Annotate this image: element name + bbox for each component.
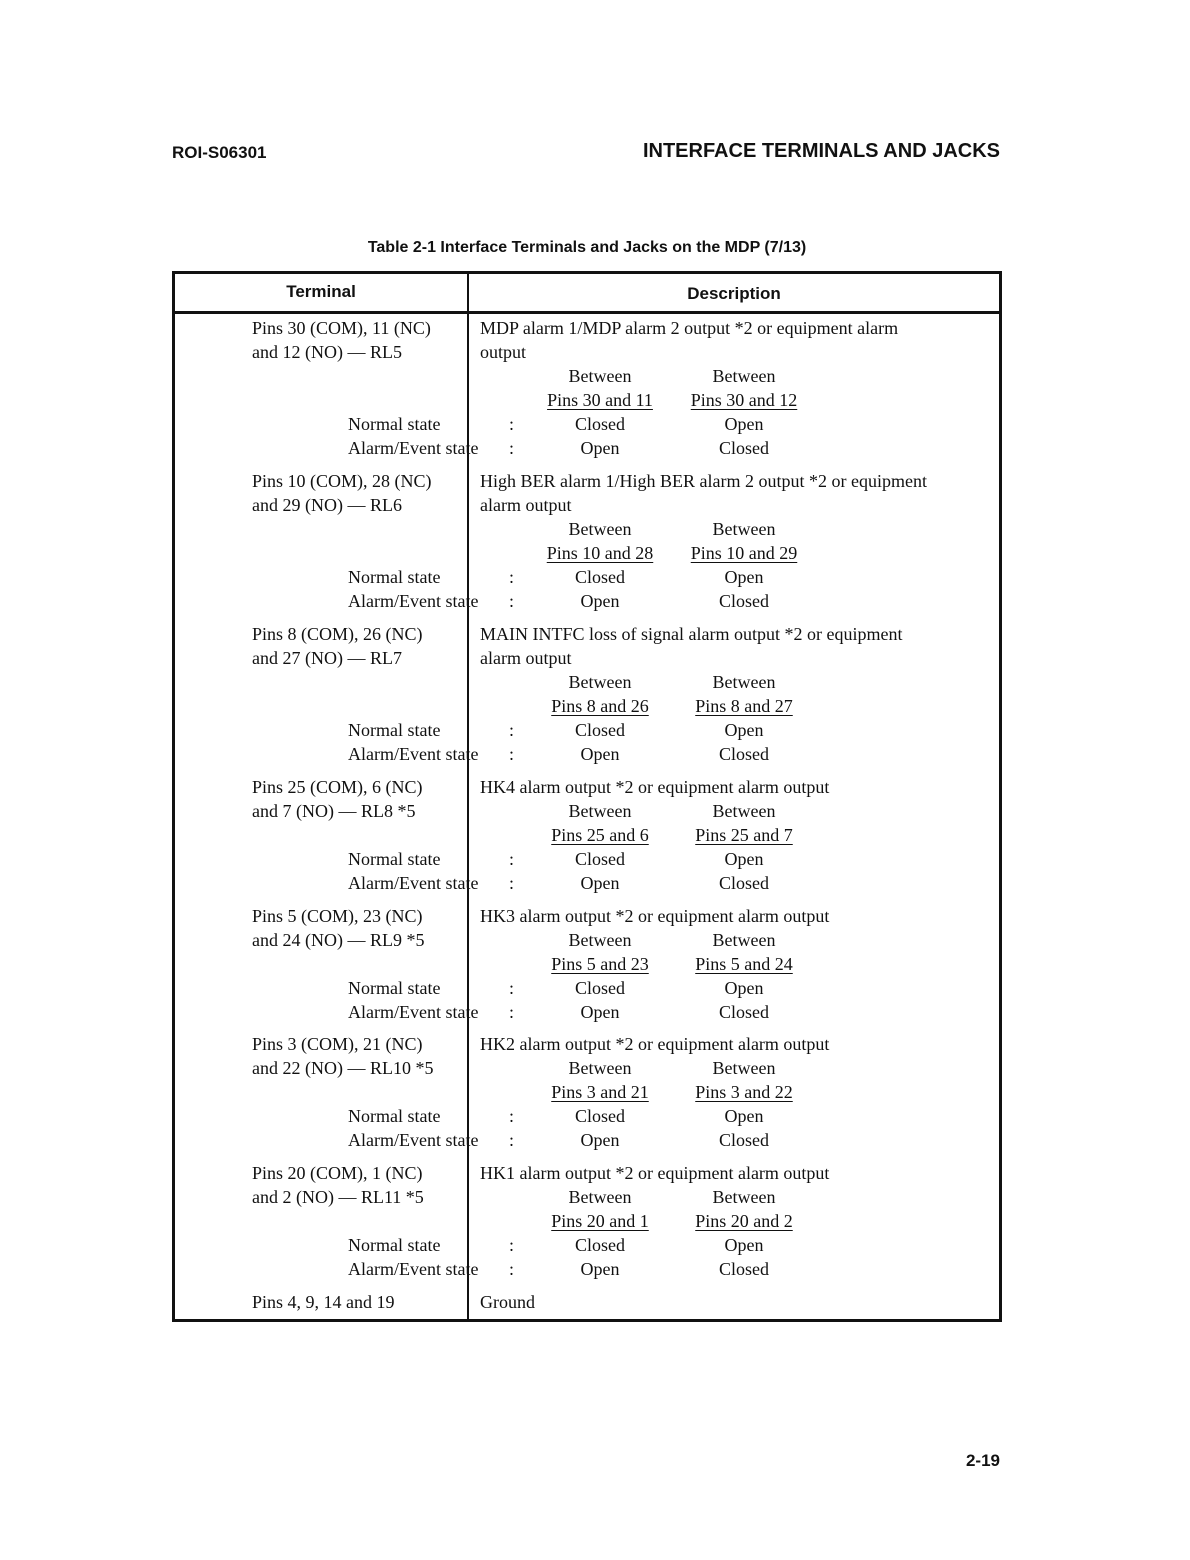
column-header-terminal: Terminal	[286, 282, 356, 301]
header-rule	[175, 311, 999, 314]
normal-state-label: Normal state	[348, 978, 441, 998]
description-line: MAIN INTFC loss of signal alarm output *2 or equipment	[480, 624, 903, 644]
pin-pair-b: Pins 10 and 29	[690, 543, 798, 563]
pin-pair-a: Pins 10 and 28	[546, 543, 654, 563]
colon: :	[509, 438, 515, 458]
section-title: INTERFACE TERMINALS AND JACKS	[642, 140, 1000, 162]
alarm-state-a: Open	[580, 744, 620, 764]
colon: :	[509, 414, 515, 434]
description-line: output	[480, 342, 527, 362]
document-id: ROI-S06301	[172, 143, 267, 162]
terminal-pins: Pins 3 (COM), 21 (NC)	[252, 1034, 423, 1054]
description-text	[480, 469, 980, 517]
pin-pair-b: Pins 3 and 22	[695, 1082, 793, 1102]
terminal-pins: Pins 8 (COM), 26 (NC)	[252, 624, 423, 644]
colon: :	[509, 1106, 515, 1126]
alarm-state-label: Alarm/Event state	[348, 873, 479, 893]
between-label: Between	[568, 1058, 632, 1078]
normal-state-b: Open	[724, 849, 764, 869]
description-line: alarm output	[480, 495, 572, 515]
between-label: Between	[568, 801, 632, 821]
colon: :	[509, 744, 515, 764]
colon: :	[509, 1235, 515, 1255]
terminal-cell	[252, 622, 462, 670]
colon: :	[509, 1130, 515, 1150]
normal-state-label: Normal state	[348, 567, 441, 587]
normal-state-a: Closed	[574, 978, 625, 998]
normal-state-b: Open	[724, 567, 764, 587]
description-line: HK1 alarm output *2 or equipment alarm output	[480, 1163, 830, 1183]
description-line: MDP alarm 1/MDP alarm 2 output *2 or equipment alarm	[480, 318, 899, 338]
alarm-state-a: Open	[580, 1130, 620, 1150]
normal-state-a: Closed	[574, 1106, 625, 1126]
pin-pair-a: Pins 5 and 23	[551, 954, 649, 974]
terminal-pins: Pins 25 (COM), 6 (NC)	[252, 777, 423, 797]
alarm-state-b: Closed	[718, 438, 769, 458]
terminal-cell	[252, 775, 462, 823]
terminal-cell: Pins 4, 9, 14 and 19	[252, 1292, 395, 1312]
normal-state-a: Closed	[574, 849, 625, 869]
alarm-state-b: Closed	[718, 744, 769, 764]
description-line: HK2 alarm output *2 or equipment alarm output	[480, 1034, 830, 1054]
colon: :	[509, 849, 515, 869]
alarm-state-b: Closed	[718, 1130, 769, 1150]
alarm-state-label: Alarm/Event state	[348, 1259, 479, 1279]
terminal-cell	[252, 469, 462, 517]
alarm-state-b: Closed	[718, 1002, 769, 1022]
pin-pair-b: Pins 8 and 27	[695, 696, 793, 716]
between-label: Between	[568, 672, 632, 692]
normal-state-a: Closed	[574, 414, 625, 434]
between-label: Between	[712, 801, 776, 821]
alarm-state-label: Alarm/Event state	[348, 591, 479, 611]
between-label: Between	[568, 366, 632, 386]
between-label: Between	[568, 519, 632, 539]
table-caption: Table 2-1 Interface Terminals and Jacks on the MDP (7/13)	[367, 239, 807, 256]
pin-pair-a: Pins 25 and 6	[551, 825, 649, 845]
terminal-pins: Pins 20 (COM), 1 (NC)	[252, 1163, 423, 1183]
colon: :	[509, 1259, 515, 1279]
alarm-state-label: Alarm/Event state	[348, 1130, 479, 1150]
normal-state-label: Normal state	[348, 1235, 441, 1255]
description-line: High BER alarm 1/High BER alarm 2 output *2 or equipment	[480, 471, 927, 491]
description-line: HK4 alarm output *2 or equipment alarm output	[480, 777, 830, 797]
terminal-relay: and 12 (NO) — RL5	[252, 342, 402, 362]
normal-state-label: Normal state	[348, 1106, 441, 1126]
normal-state-b: Open	[724, 720, 764, 740]
between-label: Between	[712, 1187, 776, 1207]
pin-pair-a: Pins 3 and 21	[551, 1082, 649, 1102]
alarm-state-label: Alarm/Event state	[348, 1002, 479, 1022]
alarm-state-a: Open	[580, 438, 620, 458]
interface-table	[172, 271, 1002, 1322]
description-line: alarm output	[480, 648, 572, 668]
between-label: Between	[568, 930, 632, 950]
pin-pair-b: Pins 20 and 2	[695, 1211, 793, 1231]
alarm-state-a: Open	[580, 591, 620, 611]
alarm-state-a: Open	[580, 1002, 620, 1022]
terminal-cell	[252, 904, 462, 952]
pin-pair-a: Pins 20 and 1	[551, 1211, 649, 1231]
description-line: HK3 alarm output *2 or equipment alarm output	[480, 906, 830, 926]
alarm-state-b: Closed	[718, 1259, 769, 1279]
description-text	[480, 316, 980, 364]
normal-state-label: Normal state	[348, 414, 441, 434]
alarm-state-a: Open	[580, 1259, 620, 1279]
description-text: Ground	[480, 1292, 535, 1312]
description-text	[480, 1032, 980, 1056]
colon: :	[509, 978, 515, 998]
between-label: Between	[712, 1058, 776, 1078]
terminal-relay: and 7 (NO) — RL8 *5	[252, 801, 416, 821]
terminal-relay: and 24 (NO) — RL9 *5	[252, 930, 425, 950]
terminal-relay: and 29 (NO) — RL6	[252, 495, 402, 515]
pin-pair-b: Pins 25 and 7	[695, 825, 793, 845]
pin-pair-b: Pins 30 and 12	[690, 390, 798, 410]
between-label: Between	[568, 1187, 632, 1207]
terminal-cell	[252, 1161, 462, 1209]
normal-state-b: Open	[724, 978, 764, 998]
alarm-state-a: Open	[580, 873, 620, 893]
alarm-state-label: Alarm/Event state	[348, 438, 479, 458]
terminal-pins: Pins 5 (COM), 23 (NC)	[252, 906, 423, 926]
column-divider	[467, 274, 469, 1319]
normal-state-a: Closed	[574, 720, 625, 740]
between-label: Between	[712, 672, 776, 692]
pin-pair-a: Pins 30 and 11	[547, 390, 653, 410]
page-number: 2-19	[965, 1451, 1000, 1470]
alarm-state-b: Closed	[718, 873, 769, 893]
terminal-pins: Pins 10 (COM), 28 (NC)	[252, 471, 432, 491]
normal-state-b: Open	[724, 1235, 764, 1255]
normal-state-a: Closed	[574, 567, 625, 587]
terminal-relay: and 2 (NO) — RL11 *5	[252, 1187, 424, 1207]
terminal-relay: and 22 (NO) — RL10 *5	[252, 1058, 434, 1078]
colon: :	[509, 1002, 515, 1022]
colon: :	[509, 567, 515, 587]
column-header-description: Description	[687, 284, 781, 303]
alarm-state-label: Alarm/Event state	[348, 744, 479, 764]
normal-state-b: Open	[724, 1106, 764, 1126]
pin-pair-b: Pins 5 and 24	[695, 954, 793, 974]
normal-state-label: Normal state	[348, 849, 441, 869]
between-label: Between	[712, 519, 776, 539]
terminal-relay: and 27 (NO) — RL7	[252, 648, 402, 668]
description-text	[480, 622, 980, 670]
description-text	[480, 1161, 980, 1185]
terminal-pins: Pins 30 (COM), 11 (NC)	[252, 318, 431, 338]
description-text	[480, 904, 980, 928]
terminal-cell	[252, 1032, 462, 1080]
pin-pair-a: Pins 8 and 26	[551, 696, 649, 716]
between-label: Between	[712, 366, 776, 386]
colon: :	[509, 720, 515, 740]
normal-state-a: Closed	[574, 1235, 625, 1255]
alarm-state-b: Closed	[718, 591, 769, 611]
terminal-cell	[252, 316, 462, 364]
colon: :	[509, 873, 515, 893]
between-label: Between	[712, 930, 776, 950]
normal-state-b: Open	[724, 414, 764, 434]
description-text	[480, 775, 980, 799]
normal-state-label: Normal state	[348, 720, 441, 740]
colon: :	[509, 591, 515, 611]
